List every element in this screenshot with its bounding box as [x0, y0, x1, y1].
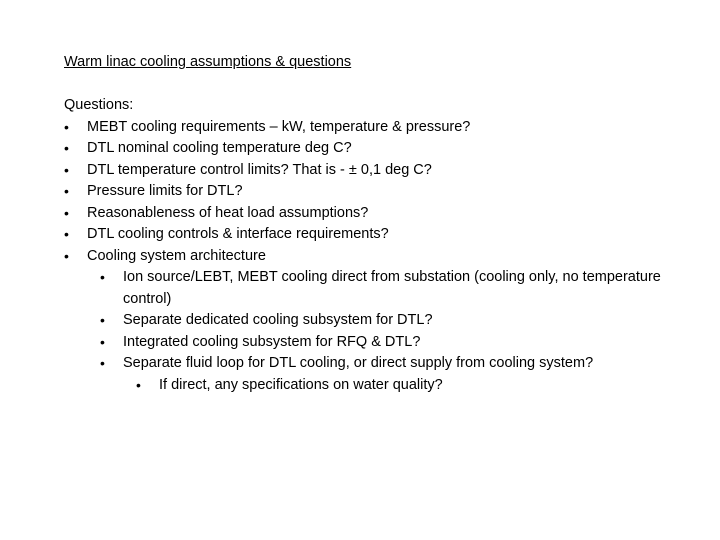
architecture-item [100, 332, 704, 354]
direct-supply-sublist [136, 375, 704, 397]
bullet-icon: • [64, 140, 69, 156]
direct-supply-text: If direct, any specifications on water quality? [159, 376, 443, 393]
questions-list [64, 117, 704, 397]
bullet-icon: • [100, 333, 105, 350]
bullet-icon: • [64, 183, 69, 199]
bullet-icon: • [100, 312, 105, 328]
bullet-icon: • [64, 161, 69, 178]
architecture-item [100, 310, 704, 332]
question-text: Pressure limits for DTL? [87, 183, 243, 199]
architecture-item [100, 267, 704, 310]
architecture-text: Ion source/LEBT, MEBT cooling direct from substation (cooling only, no temperature control) [123, 269, 661, 307]
bullet-icon: • [64, 204, 69, 221]
architecture-text: Separate fluid loop for DTL cooling, or direct supply from cooling system? [123, 355, 594, 371]
bullet-icon: • [136, 376, 141, 393]
question-item-architecture [64, 246, 704, 397]
questions-heading: Questions: [64, 97, 134, 113]
question-item [64, 117, 704, 139]
bullet-icon: • [100, 269, 105, 285]
slide-title: Warm linac cooling assumptions & questions [64, 54, 352, 70]
question-text: MEBT cooling requirements – kW, temperature & pressure? [87, 118, 471, 135]
question-text: DTL temperature control limits? That is - ± 0,1 deg C? [87, 161, 432, 178]
bullet-icon: • [100, 355, 105, 371]
question-text: Reasonableness of heat load assumptions? [87, 204, 369, 221]
bullet-icon: • [64, 118, 69, 135]
direct-supply-item [136, 375, 704, 397]
question-text: DTL nominal cooling temperature deg C? [87, 140, 352, 156]
architecture-item [100, 353, 704, 396]
question-text: Cooling system architecture [87, 247, 266, 264]
question-item [64, 160, 704, 182]
bullet-icon: • [64, 247, 69, 264]
question-item [64, 224, 704, 246]
question-item [64, 181, 704, 203]
architecture-sublist [100, 267, 704, 396]
question-text: DTL cooling controls & interface requirements? [87, 226, 389, 242]
architecture-text: Integrated cooling subsystem for RFQ & DTL? [123, 333, 421, 350]
architecture-text: Separate dedicated cooling subsystem for DTL? [123, 312, 433, 328]
question-item [64, 138, 704, 160]
question-item [64, 203, 704, 225]
bullet-icon: • [64, 226, 69, 242]
slide-body [64, 95, 704, 396]
